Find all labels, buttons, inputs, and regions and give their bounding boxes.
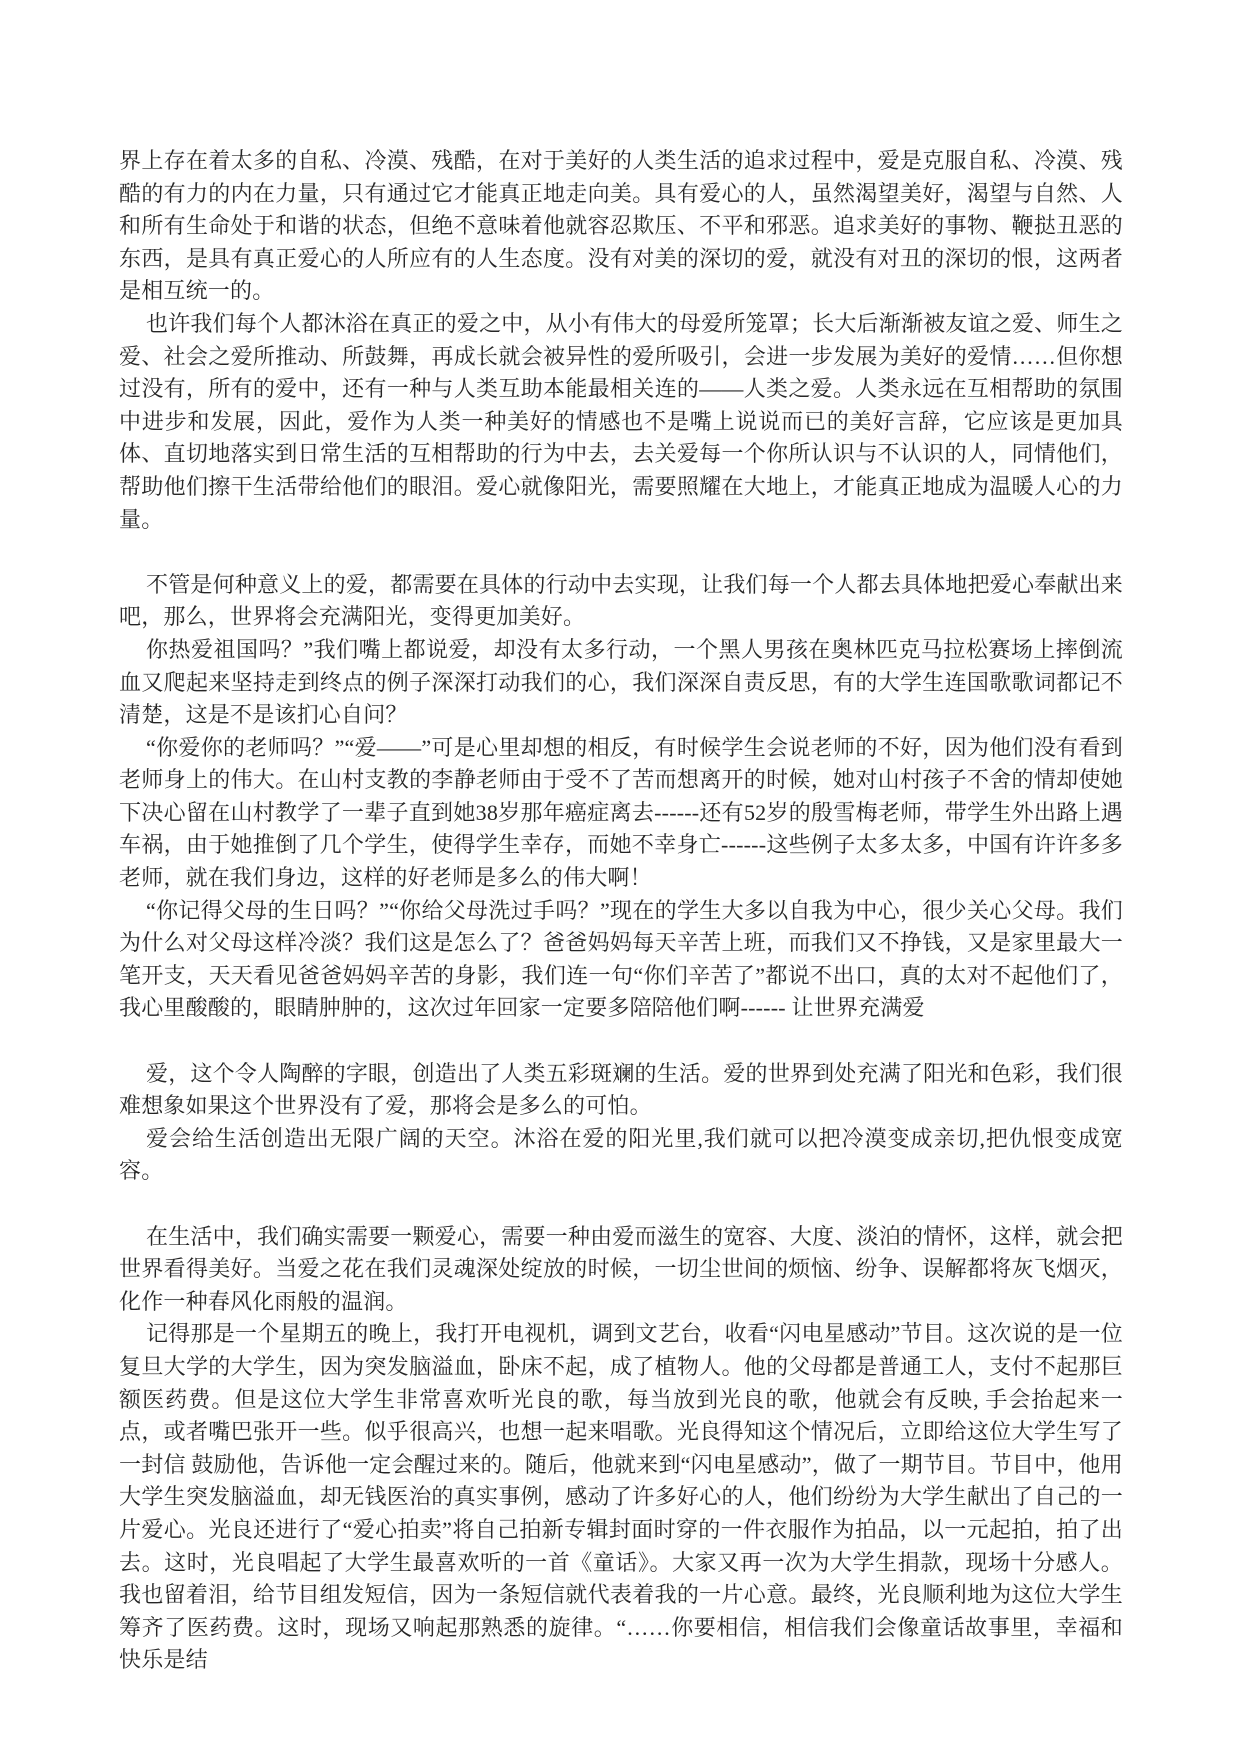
paragraph: 记得那是一个星期五的晚上，我打开电视机，调到文艺台，收看“闪电星感动”节目。这次说的是一位复旦大学的大学生，因为突发脑溢血，卧床不起，成了植物人。他的父母都是普通工人，支付不起那巨额医药费。但是这位大学生非常喜欢听光良的歌，每当放到光良的歌，他就会有反映, 手会抬起来一点，或者嘴巴张开一些。似乎很高兴，也想一起来唱歌。光良得知这个情况后，立即给这位大学生写了一封信 鼓励他，告诉他一定会醒过来的。随后，他就来到“闪电星感动”，做了一期节目。节目中，他用大学生突发脑溢血，却无钱医治的真实事例，感动了许多好心的人，他们纷纷为大学生献出了自己的一片爱心。光良还进行了“爱心拍卖”将自己拍新专辑封面时穿的一件衣服作为拍品，以一元起拍，拍了出去。这时，光良唱起了大学生最喜欢听的一首《童话》。大家又再一次为大学生捐款，现场十分感人。我也留着泪，给节目组发短信，因为一条短信就代表着我的一片心意。最终，光良顺利地为这位大学生筹齐了医药费。这时，现场又响起那熟悉的旋律。“……你要相信，相信我们会像童话故事里，幸福和快乐是结: [119, 1321, 1123, 1673]
paragraph: 在生活中，我们确实需要一颗爱心，需要一种由爱而滋生的宽容、大度、淡泊的情怀，这样，就会把世界看得美好。当爱之花在我们灵魂深处绽放的时候，一切尘世间的烦恼、纷争、误解都将灰飞烟灭，化作一种春风化雨般的温润。: [119, 1223, 1123, 1314]
paragraph: 爱会给生活创造出无限广阔的天空。沐浴在爱的阳光里,我们就可以把冷漠变成亲切,把仇恨变成宽容。: [119, 1125, 1123, 1184]
paragraph: 也许我们每个人都沐浴在真正的爱之中，从小有伟大的母爱所笼罩；长大后渐渐被友谊之爱、师生之爱、社会之爱所推动、所鼓舞，再成长就会被异性的爱所吸引，会进一步发展为美好的爱情……但你想过没有，所有的爱中，还有一种与人类互助本能最相关连的——人类之爱。人类永远在互相帮助的氛围中进步和发展，因此，爱作为人类一种美好的情感也不是嘴上说说而已的美好言辞，它应该是更加具体、直切地落实到日常生活的互相帮助的行为中去，去关爱每一个你所认识与不认识的人，同情他们，帮助他们擦干生活带给他们的眼泪。爱心就像阳光，需要照耀在大地上，才能真正地成为温暖人心的力量。: [119, 310, 1123, 532]
paragraph: “你记得父母的生日吗？”“你给父母洗过手吗？”现在的学生大多以自我为中心，很少关心父母。我们为什么对父母这样冷淡？我们这是怎么了？爸爸妈妈每天辛苦上班，而我们又不挣钱，又是家里最大一笔开支，天天看见爸爸妈妈辛苦的身影，我们连一句“你们辛苦了”都说不出口，真的太对不起他们了，我心里酸酸的，眼睛肿肿的，这次过年回家一定要多陪陪他们啊------ 让世界充满爱: [119, 897, 1123, 1021]
paragraph: 不管是何种意义上的爱，都需要在具体的行动中去实现，让我们每一个人都去具体地把爱心奉献出来吧，那么，世界将会充满阳光，变得更加美好。: [119, 571, 1123, 630]
paragraph: 爱，这个令人陶醉的字眼，创造出了人类五彩斑斓的生活。爱的世界到处充满了阳光和色彩，我们很难想象如果这个世界没有了爱，那将会是多么的可怕。: [119, 1060, 1123, 1119]
paragraph: “你爱你的老师吗？”“爱——”可是心里却想的相反，有时候学生会说老师的不好，因为他们没有看到老师身上的伟大。在山村支教的李静老师由于受不了苦而想离开的时候，她对山村孩子不舍的情却使她下决心留在山村教学了一辈子直到她38岁那年癌症离去------还有52岁的殷雪梅老师，带学生外出路上遇车祸，由于她推倒了几个学生，使得学生幸存，而她不幸身亡------这些例子太多太多，中国有许许多多老师，就在我们身边，这样的好老师是多么的伟大啊！: [119, 734, 1123, 891]
essay-text-block: [119, 145, 1123, 1677]
paragraph: 你热爱祖国吗？”我们嘴上都说爱，却没有太多行动，一个黑人男孩在奥林匹克马拉松赛场上摔倒流血又爬起来坚持走到终点的例子深深打动我们的心，我们深深自责反思，有的大学生连国歌歌词都记不清楚，这是不是该扪心自问？: [119, 636, 1123, 728]
paragraph: 界上存在着太多的自私、冷漠、残酷，在对于美好的人类生活的追求过程中，爱是克服自私、冷漠、残酷的有力的内在力量，只有通过它才能真正地走向美。具有爱心的人，虽然渴望美好，渴望与自然、人和所有生命处于和谐的状态，但绝不意味着他就容忍欺压、不平和邪恶。追求美好的事物、鞭挞丑恶的东西，是具有真正爱心的人所应有的人生态度。没有对美的深切的爱，就没有对丑的深切的恨，这两者是相互统一的。: [119, 148, 1123, 304]
